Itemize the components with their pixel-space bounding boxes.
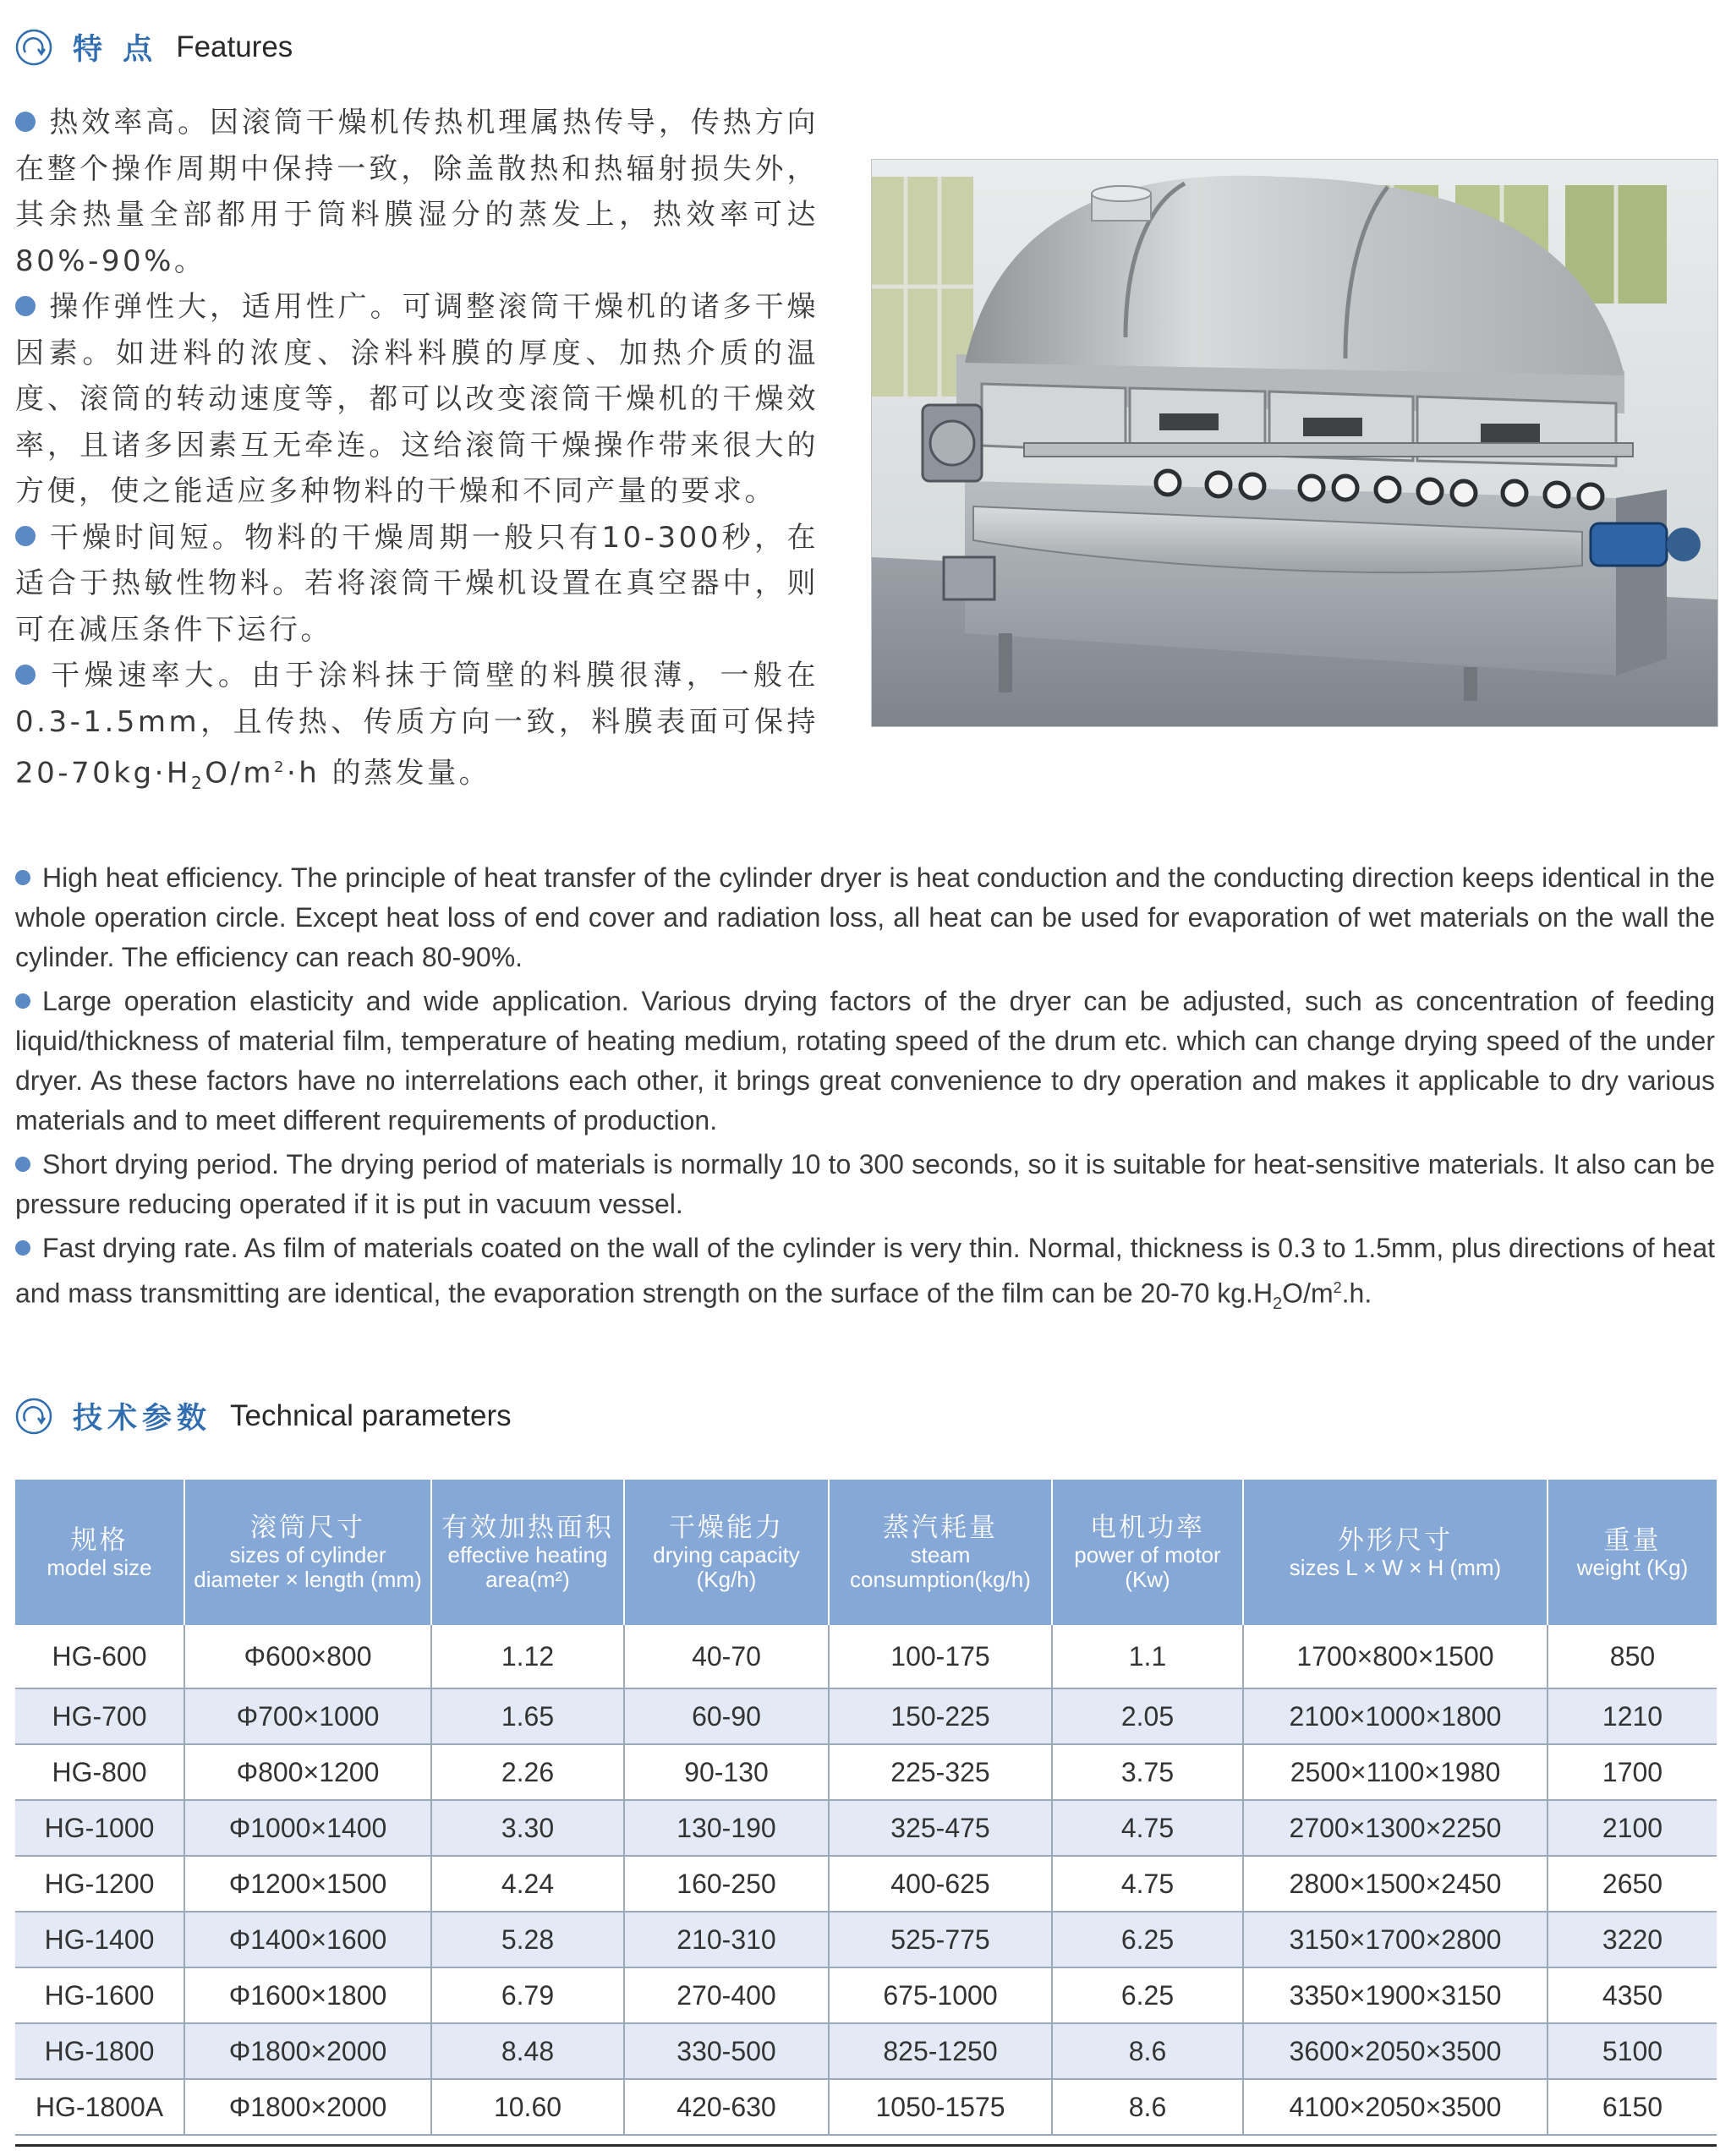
cell: 6.79 [431, 1967, 624, 2023]
bullet-dot-icon [15, 112, 36, 132]
cell: 1.65 [431, 1688, 624, 1744]
circular-arrow-icon [14, 1396, 54, 1436]
cell: 1700 [1547, 1744, 1717, 1800]
cell: 6.25 [1052, 1967, 1243, 2023]
feature-cn-1: 热效率高。因滚筒干燥机传热机理属热传导，传热方向在整个操作周期中保持一致，除盖散热和热辐射损失外，其余热量全部都用于筒料膜湿分的蒸发上，热效率可达80%-90%。 [15, 106, 819, 278]
cell: 4350 [1547, 1967, 1717, 2023]
cell: 150-225 [829, 1688, 1052, 1744]
features-heading [14, 22, 293, 73]
header-overall-size: 外形尺寸 sizes L × W × H (mm) [1243, 1480, 1547, 1625]
table-row [15, 2079, 1717, 2135]
cell: 8.6 [1052, 2023, 1243, 2079]
cell: Φ1200×1500 [184, 1856, 431, 1912]
header-drying-capacity: 干燥能力 drying capacity (Kg/h) [624, 1480, 829, 1625]
feature-en-3: Short drying period. The drying period of materials is normally 10 to 300 seconds, so it is suitable for heat-sensitive materials. It also can be pressure reducing operated if it is put in vacuum vessel. [15, 1149, 1715, 1219]
parameters-heading [14, 1391, 512, 1442]
cell: 4.75 [1052, 1856, 1243, 1912]
cell: HG-1200 [15, 1856, 184, 1912]
cell: 2100×1000×1800 [1243, 1688, 1547, 1744]
cell: HG-1000 [15, 1800, 184, 1856]
cell: Φ1800×2000 [184, 2023, 431, 2079]
cell: HG-1800 [15, 2023, 184, 2079]
table-row [15, 1912, 1717, 1967]
bullet-dot-icon [15, 993, 30, 1009]
cell: 160-250 [624, 1856, 829, 1912]
header-steam-consumption: 蒸汽耗量 steam consumption(kg/h) [829, 1480, 1052, 1625]
bullet-dot-icon [15, 665, 36, 685]
cell: 90-130 [624, 1744, 829, 1800]
cell: 5100 [1547, 2023, 1717, 2079]
cell: 10.60 [431, 2079, 624, 2135]
cell: 3600×2050×3500 [1243, 2023, 1547, 2079]
header-weight: 重量 weight (Kg) [1547, 1480, 1717, 1625]
cell: 850 [1547, 1625, 1717, 1688]
bullet-dot-icon [15, 526, 36, 546]
cell: 525-775 [829, 1912, 1052, 1967]
cell: 3.30 [431, 1800, 624, 1856]
cell: 3.75 [1052, 1744, 1243, 1800]
header-heating-area: 有效加热面积 effective heating area(m²) [431, 1480, 624, 1625]
cell: 3150×1700×2800 [1243, 1912, 1547, 1967]
cell: 2.26 [431, 1744, 624, 1800]
feature-en-2: Large operation elasticity and wide application. Various drying factors of the dryer can be adjusted, such as concentration of feeding liquid/thickness of material film, temperature of heating medium, rotating speed of the drum etc. which can change drying speed of the under dryer. As these factors have no interrelations each other, it brings great convenience to dry operation and makes it applicable to dry various materials and to meet different requirements of production. [15, 986, 1715, 1135]
table-row [15, 1688, 1717, 1744]
bullet-dot-icon [15, 1157, 30, 1172]
cell: 1.12 [431, 1625, 624, 1688]
cell: 1050-1575 [829, 2079, 1052, 2135]
cell: HG-800 [15, 1744, 184, 1800]
table-row [15, 1800, 1717, 1856]
feature-en-1: High heat efficiency. The principle of heat transfer of the cylinder dryer is heat conduction and the conducting direction keeps identical in the whole operation circle. Except heat loss of end cover and radiation loss, all heat can be used for evaporation of wet materials on the wall the cylinder. The efficiency can reach 80-90%. [15, 862, 1715, 972]
cell: Φ1000×1400 [184, 1800, 431, 1856]
circular-arrow-icon [14, 27, 54, 68]
cell: Φ1400×1600 [184, 1912, 431, 1967]
feature-cn-3: 干燥时间短。物料的干燥周期一般只有10-300秒，在适合于热敏性物料。若将滚筒干燥机设置在真空器中，则可在减压条件下运行。 [15, 520, 819, 647]
cell: 130-190 [624, 1800, 829, 1856]
cell: 675-1000 [829, 1967, 1052, 2023]
cell: 325-475 [829, 1800, 1052, 1856]
parameters-table [15, 1480, 1717, 2136]
cell: 8.6 [1052, 2079, 1243, 2135]
cell: HG-1800A [15, 2079, 184, 2135]
parameters-title-cn: 技术参数 [73, 1402, 212, 1436]
cell: 40-70 [624, 1625, 829, 1688]
feature-cn-2: 操作弹性大，适用性广。可调整滚筒干燥机的诸多干燥因素。如进料的浓度、涂料料膜的厚度、加热介质的温度、滚筒的转动速度等，都可以改变滚筒干燥机的干燥效率，且诸多因素互无牵连。这给滚筒干燥操作带来很大的方便，使之能适应多种物料的干燥和不同产量的要求。 [15, 290, 819, 508]
cell: 2.05 [1052, 1688, 1243, 1744]
cell: 6.25 [1052, 1912, 1243, 1967]
bullet-dot-icon [15, 870, 30, 885]
cell: Φ1600×1800 [184, 1967, 431, 2023]
cell: HG-1400 [15, 1912, 184, 1967]
cell: 825-1250 [829, 2023, 1052, 2079]
cell: 4.75 [1052, 1800, 1243, 1856]
cell: 3220 [1547, 1912, 1717, 1967]
features-cn-text [15, 100, 819, 807]
bullet-dot-icon [15, 1240, 30, 1256]
cell: 210-310 [624, 1912, 829, 1967]
cell: HG-700 [15, 1688, 184, 1744]
table-row [15, 1967, 1717, 2023]
feature-cn-4: 干燥速率大。由于涂料抹于筒壁的料膜很薄，一般在0.3-1.5mm，且传热、传质方向一致，料膜表面可保持$20-70kg\cdot H_2O/m^2\cdot h$ 的蒸发量。 [15, 659, 819, 794]
drum-dryer-photo [871, 159, 1718, 727]
bullet-dot-icon [15, 296, 36, 316]
cell: HG-600 [15, 1625, 184, 1688]
cell: 420-630 [624, 2079, 829, 2135]
cell: 2100 [1547, 1800, 1717, 1856]
cell: Φ700×1000 [184, 1688, 431, 1744]
cell: 1210 [1547, 1688, 1717, 1744]
table-row [15, 1856, 1717, 1912]
cell: 225-325 [829, 1744, 1052, 1800]
cell: Φ600×800 [184, 1625, 431, 1688]
cell: 6150 [1547, 2079, 1717, 2135]
table-bottom-rule [15, 2144, 1717, 2147]
feature-en-4: Fast drying rate. As film of materials coated on the wall of the cylinder is very thin. Normal, thickness is 0.3 to 1.5mm, plus directions of heat and mass transmitting are identical, the evaporation strength on the surface of the film can be 20-70 $kg.H_2O/m^2.h$. [15, 1233, 1715, 1314]
table-row [15, 1625, 1717, 1688]
header-cylinder-size: 滚筒尺寸 sizes of cylinder diameter × length (mm) [184, 1480, 431, 1625]
cell: 8.48 [431, 2023, 624, 2079]
cell: HG-1600 [15, 1967, 184, 2023]
features-title-en: Features [176, 30, 293, 63]
cell: 3350×1900×3150 [1243, 1967, 1547, 2023]
cell: 1.1 [1052, 1625, 1243, 1688]
features-title-cn: 特 点 [73, 33, 158, 67]
parameters-title-en: Technical parameters [230, 1399, 512, 1432]
cell: 1700×800×1500 [1243, 1625, 1547, 1688]
cell: 270-400 [624, 1967, 829, 2023]
cell: 60-90 [624, 1688, 829, 1744]
cell: 2650 [1547, 1856, 1717, 1912]
cell: 4100×2050×3500 [1243, 2079, 1547, 2135]
cell: 400-625 [829, 1856, 1052, 1912]
table-row [15, 2023, 1717, 2079]
cell: 330-500 [624, 2023, 829, 2079]
cell: Φ800×1200 [184, 1744, 431, 1800]
cell: 2800×1500×2450 [1243, 1856, 1547, 1912]
table-row [15, 1744, 1717, 1800]
cell: 100-175 [829, 1625, 1052, 1688]
table-header-row [15, 1480, 1717, 1625]
cell: 2500×1100×1980 [1243, 1744, 1547, 1800]
header-model-size: 规格 model size [15, 1480, 184, 1625]
cell: 5.28 [431, 1912, 624, 1967]
cell: 2700×1300×2250 [1243, 1800, 1547, 1856]
cell: 4.24 [431, 1856, 624, 1912]
features-en-text [15, 858, 1715, 1328]
cell: Φ1800×2000 [184, 2079, 431, 2135]
header-motor-power: 电机功率 power of motor (Kw) [1052, 1480, 1243, 1625]
